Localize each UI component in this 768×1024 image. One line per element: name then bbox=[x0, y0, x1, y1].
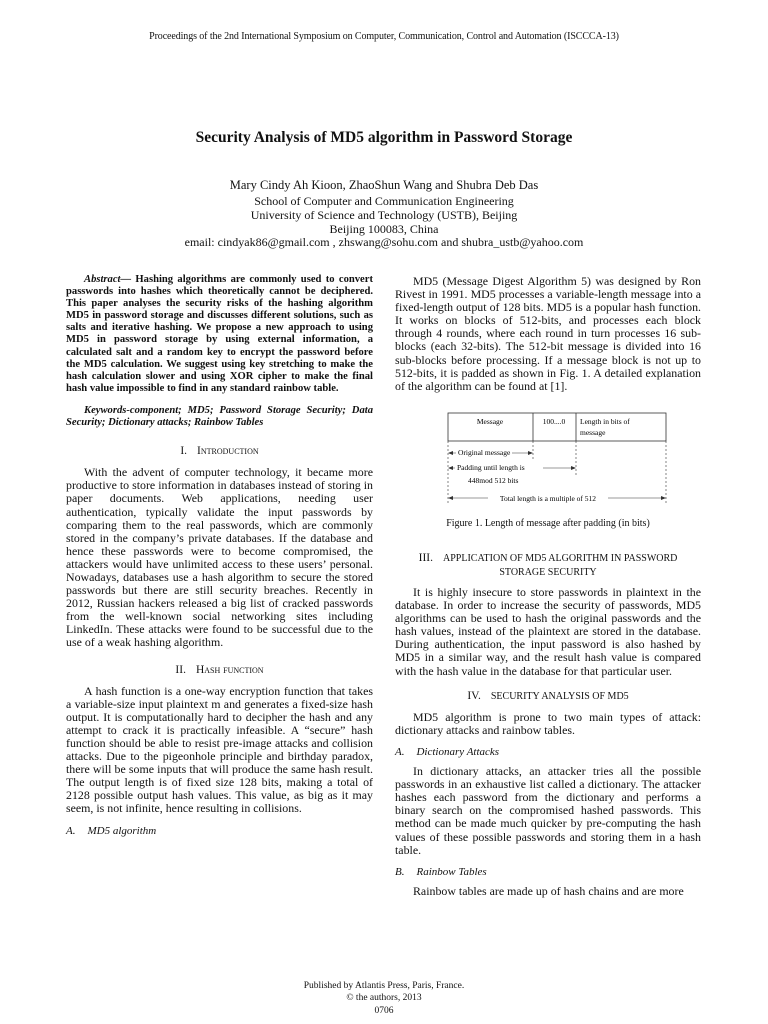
label-padding-until: Padding until length is bbox=[457, 463, 525, 472]
arrow-head bbox=[448, 496, 453, 500]
cell-message-label: Message bbox=[476, 417, 504, 426]
subsection-title: Rainbow Tables bbox=[416, 865, 487, 878]
abstract-text: Hashing algorithms are commonly used to convert passwords into hashes which theoretically cannot be deciphered. This paper analyses the security risks of the hashing algorithm MD5 in password storage and discusses different solutions, such as salts and iterative hashing. We propose a new approach to using MD5 in password storage by using external information, a calculated salt and a random key to encrypt the password before the MD5 calculation. We suggest using key stretching to make the hash calculation slower and using XOR cipher to make the final hash value impossible to find in any standard rainbow table. bbox=[66, 274, 373, 394]
subsection-letter: B. bbox=[395, 865, 405, 878]
paper-title: Security Analysis of MD5 algorithm in Password Storage bbox=[195, 129, 573, 146]
subsection-title: Dictionary Attacks bbox=[416, 745, 500, 758]
figure-1-padding-diagram bbox=[428, 410, 678, 510]
affiliation-school: School of Computer and Communication Engineering bbox=[254, 194, 514, 208]
hash-function-paragraph: A hash function is a one-way encryption function that takes a variable-size input plaintext m and generates a fixed-size hash output. It is computationally hard to decipher the hash and any attempt to crack it is practically infeasible. A “secure” hash function should be able to resist pre-image attacks and collision attacks. Due to the pigeonhole principle and birthday paradox, there will be some inputs that will produce the same hash result. The output length is of fixed size 128 bits, making a total of 2128 possible output hash values. This value, as big as it may seem, is not infinite, hence resulting in collisions. bbox=[66, 683, 373, 816]
subsection-heading-md5-algorithm bbox=[66, 825, 373, 838]
affiliation-email: email: cindyak86@gmail.com , zhswang@sohu.com and shubra_ustb@yahoo.com bbox=[184, 235, 584, 249]
figure-1-caption: Figure 1. Length of message after padding (in bits) bbox=[446, 518, 650, 529]
abstract bbox=[66, 274, 373, 395]
section-title: SECURITY ANALYSIS OF MD5 bbox=[490, 690, 629, 702]
right-column-bottom bbox=[395, 551, 701, 898]
left-column bbox=[66, 274, 373, 838]
arrow-head bbox=[448, 451, 453, 455]
subsection-title: MD5 algorithm bbox=[87, 824, 157, 837]
section-title: APPLICATION OF MD5 ALGORITHM IN PASSWORD STORAGE SECURITY bbox=[442, 553, 678, 578]
section-number: IV. bbox=[467, 689, 481, 702]
section-heading-security-analysis bbox=[395, 690, 701, 703]
introduction-paragraph: With the advent of computer technology, it became more productive to store information in databases instead of storing in paper documents. Web applications, needing user authentication, typically validate the input passwords by comparing them to the real passwords, which are commonly stored in the company’s private databases. If the database and hence these passwords were to become compromised, the attackers would have unlimited access to these users’ personal. Nowadays, databases use a hash algorithm to secure the stored passwords but there are still security breaches. Recently in 2012, Russian hackers released a big list of cracked passwords from the well-known social networking sites including LinkedIn. These attacks were found to be successful due to the use of a weak hashing algorithm. bbox=[66, 465, 373, 650]
section-title: Introduction bbox=[197, 445, 259, 458]
abstract-label: Abstract— bbox=[84, 274, 132, 285]
subsection-heading-rainbow-tables bbox=[395, 866, 701, 879]
cell-length-label-2: message bbox=[580, 428, 606, 437]
arrow-head bbox=[448, 466, 453, 470]
section-heading-application bbox=[395, 551, 701, 580]
rainbow-tables-paragraph: Rainbow tables are made up of hash chains and are more bbox=[413, 883, 684, 898]
footer-copyright: © the authors, 2013 bbox=[346, 993, 422, 1003]
author-list: Mary Cindy Ah Kioon, ZhaoShun Wang and Shubra Deb Das bbox=[229, 178, 539, 192]
application-paragraph: It is highly insecure to store passwords in plaintext in the database. In order to increase the security of passwords, MD5 algorithms can be used to hash the original passwords and the hash values, instead of the plaintext are stored in the database. During authentication, the input password is also hashed by MD5 in a similar way, and the result hash value is compared with the hash value in the database for that particular user. bbox=[395, 585, 701, 678]
right-column-top bbox=[395, 275, 701, 393]
subsection-letter: A. bbox=[395, 745, 405, 758]
md5-paragraph: MD5 (Message Digest Algorithm 5) was designed by Ron Rivest in 1991. MD5 processes a variable-length message into a fixed-length output of 128 bits. MD5 is a popular hash function. It works on blocks of 512-bits, and processes each block through 4 rounds, where each round in turn processes 16 sub-blocks (each 32-bits). The 512-bit message is divided into 16 sub-blocks before processing. If a message block is not up to 512-bits, it is padded as shown in Fig. 1. A detailed explanation of the algorithm can be found at [1]. bbox=[395, 274, 701, 393]
affiliation-university: University of Science and Technology (USTB), Beijing bbox=[250, 208, 518, 222]
running-header: Proceedings of the 2nd International Symposium on Computer, Communication, Control and Automation (ISCCCA-13) bbox=[149, 31, 619, 42]
label-448-mod-512: 448mod 512 bits bbox=[468, 476, 519, 485]
label-total-length: Total length is a multiple of 512 bbox=[499, 494, 597, 503]
section-number: I. bbox=[180, 445, 188, 458]
keywords: Keywords-component; MD5; Password Storage Security; Data Security; Dictionary attacks; Rainbow Tables bbox=[66, 404, 373, 429]
security-analysis-paragraph: MD5 algorithm is prone to two main types of attack: dictionary attacks and rainbow tables. bbox=[395, 709, 701, 737]
section-heading-introduction bbox=[66, 445, 373, 458]
cell-length-label: Length in bits of bbox=[580, 417, 630, 426]
section-number: II. bbox=[175, 663, 186, 676]
arrow-head bbox=[661, 496, 666, 500]
subsection-letter: A. bbox=[66, 824, 76, 837]
section-heading-hash-function bbox=[66, 664, 373, 677]
dictionary-attacks-paragraph: In dictionary attacks, an attacker tries all the possible passwords in an exhaustive list called a dictionary. The attacker hashes each password from the dictionary and performs a binary search on the compromised hashed passwords. This method can be made much quicker by pre-computing the hash values of these possible passwords and storing them in a hash table. bbox=[395, 764, 701, 857]
arrow-head bbox=[528, 451, 533, 455]
cell-padding-label: 100....0 bbox=[542, 417, 566, 426]
footer-publisher: Published by Atlantis Press, Paris, France. bbox=[303, 981, 465, 991]
section-title: Hash function bbox=[195, 663, 264, 676]
section-number: III. bbox=[418, 552, 433, 564]
label-original-message: Original message bbox=[458, 448, 511, 457]
subsection-heading-dictionary-attacks bbox=[395, 746, 701, 759]
affiliation-city: Beijing 100083, China bbox=[329, 222, 439, 236]
footer-page-number: 0706 bbox=[374, 1006, 394, 1016]
arrow-head bbox=[571, 466, 576, 470]
